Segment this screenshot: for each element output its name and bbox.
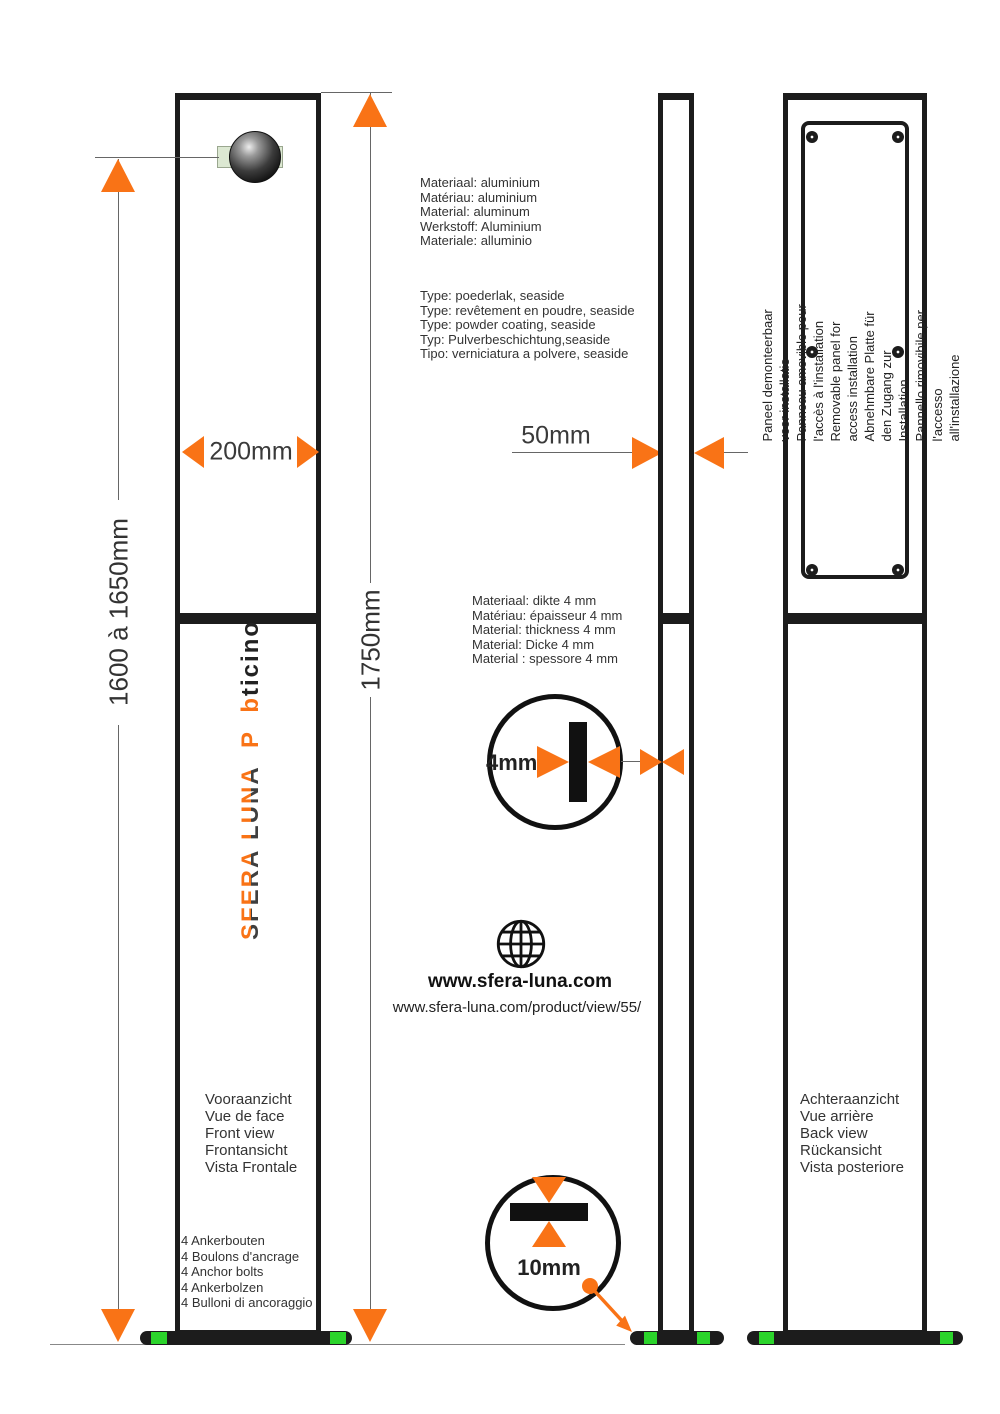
side-base-bolt-right bbox=[697, 1332, 710, 1344]
coating-note bbox=[420, 289, 635, 362]
wall-arrow-right bbox=[588, 746, 620, 778]
total-height-dim-line-lower bbox=[370, 697, 371, 1331]
sfera-luna-logo bbox=[237, 620, 265, 940]
wall-section-bar bbox=[569, 722, 587, 802]
back-view-label: Back view bbox=[800, 1125, 868, 1142]
side-base-bolt-left bbox=[644, 1332, 657, 1344]
thickness-note-line: Material: Dicke 4 mm bbox=[472, 636, 595, 652]
back-view-label: Achteraanzicht bbox=[800, 1091, 900, 1108]
depth-dim-line-right bbox=[724, 452, 748, 453]
logo-sep-p: P bbox=[237, 729, 264, 749]
wall-pointer-arrow-left bbox=[662, 749, 684, 775]
panel-note-line: Abnehmbare Platte für den Zugang zur Installation bbox=[862, 311, 911, 442]
width-arrow-right bbox=[297, 436, 319, 468]
front-view-label: Front view bbox=[205, 1125, 275, 1142]
panel-note-line: Removable panel for access installation bbox=[828, 321, 860, 442]
bticino-logo-rest: ticino bbox=[237, 619, 264, 696]
back-view-label: Vue arrière bbox=[800, 1108, 874, 1125]
thickness-note bbox=[472, 594, 622, 667]
anchor-bolts-line: 4 Ankerbouten bbox=[181, 1233, 265, 1248]
height-range-dim-label: 1600 à 1650mm bbox=[103, 518, 134, 706]
side-view-outline bbox=[658, 93, 694, 1335]
material-note-line: Werkstoff: Aluminium bbox=[420, 218, 542, 234]
total-height-dim-label: 1750mm bbox=[355, 589, 386, 691]
front-base-plate bbox=[140, 1331, 352, 1345]
website-product-url: www.sfera-luna.com/product/view/55/ bbox=[392, 999, 642, 1016]
depth-arrow-left bbox=[694, 437, 724, 469]
website-title: www.sfera-luna.com bbox=[427, 971, 613, 992]
total-height-arrow-up bbox=[353, 94, 387, 127]
base-thickness-label: 10mm bbox=[517, 1255, 581, 1280]
thickness-note-line: Material: thickness 4 mm bbox=[472, 622, 616, 637]
logo-word-sfera: SFERA bbox=[237, 848, 264, 941]
back-view-divider bbox=[783, 613, 927, 624]
front-view-label: Vue de face bbox=[205, 1108, 285, 1125]
base-arrow-up bbox=[532, 1221, 566, 1247]
width-arrow-left bbox=[182, 436, 204, 468]
back-view-label: Rückansicht bbox=[800, 1142, 882, 1159]
front-base-bolt-left bbox=[151, 1332, 167, 1344]
total-height-dim-line-upper bbox=[370, 93, 371, 583]
thickness-note-line: Materiaal: dikte 4 mm bbox=[472, 593, 597, 608]
material-note-line: Materiale: alluminio bbox=[420, 233, 532, 248]
back-base-bolt-right bbox=[940, 1332, 953, 1344]
height-range-arrow-up bbox=[101, 159, 135, 192]
coating-note-line: Tipo: verniciatura a polvere, seaside bbox=[420, 346, 629, 361]
coating-note-line: Type: powder coating, seaside bbox=[420, 317, 596, 332]
logo-word-luna: LUNA bbox=[237, 765, 264, 841]
removable-panel-note bbox=[759, 303, 963, 442]
panel-note-line: Pannello rimovibile per l'accesso all'installazione bbox=[913, 309, 962, 442]
anchor-bolts-note bbox=[181, 1233, 313, 1311]
sphere-center-extension-line bbox=[95, 157, 219, 158]
material-note-line: Matériau: aluminium bbox=[420, 189, 538, 205]
bticino-logo-b: b bbox=[237, 695, 264, 713]
height-range-dim-line-upper bbox=[118, 159, 119, 500]
side-view-divider bbox=[658, 613, 694, 624]
anchor-bolts-line: 4 Ankerbolzen bbox=[181, 1279, 264, 1295]
screw-icon bbox=[892, 131, 904, 143]
screw-icon bbox=[806, 564, 818, 576]
material-note-line: Materiaal: aluminium bbox=[420, 175, 540, 190]
wall-arrow-left bbox=[537, 746, 569, 778]
material-note bbox=[420, 176, 542, 249]
globe-icon bbox=[495, 918, 547, 970]
back-base-bolt-left bbox=[759, 1332, 774, 1344]
wall-pointer-arrow-right bbox=[640, 749, 662, 775]
coating-note-line: Typ: Pulverbeschichtung,seaside bbox=[420, 331, 611, 347]
thickness-note-line: Material : spessore 4 mm bbox=[472, 651, 618, 666]
base-detail-leader-arrow bbox=[580, 1276, 644, 1338]
anchor-bolts-line: 4 Boulons d'ancrage bbox=[181, 1248, 300, 1264]
coating-note-line: Type: poederlak, seaside bbox=[420, 288, 565, 303]
height-range-dim-line-lower bbox=[118, 725, 119, 1331]
depth-dim-label: 50mm bbox=[521, 421, 591, 450]
material-note-line: Material: aluminum bbox=[420, 204, 530, 219]
height-range-arrow-down bbox=[101, 1309, 135, 1342]
coating-note-line: Type: revêtement en poudre, seaside bbox=[420, 302, 635, 318]
camera-sphere bbox=[229, 131, 281, 183]
anchor-bolts-line: 4 Anchor bolts bbox=[181, 1264, 264, 1279]
top-extension-line bbox=[321, 92, 392, 93]
width-dim-label: 200mm bbox=[209, 437, 293, 466]
base-section-bar bbox=[510, 1203, 588, 1221]
panel-note-line: Panneau amovible pour l'accès à l'installation bbox=[794, 304, 826, 442]
front-view-label: Vista Frontale bbox=[205, 1159, 298, 1176]
total-height-arrow-down bbox=[353, 1309, 387, 1342]
back-view-label-block bbox=[800, 1091, 904, 1176]
front-view-label-block bbox=[205, 1091, 297, 1176]
front-base-bolt-right bbox=[330, 1332, 346, 1344]
front-view-label: Vooraanzicht bbox=[205, 1091, 292, 1108]
panel-note-line: Paneel demonteerbaar voor installatie bbox=[760, 309, 792, 442]
wall-thickness-label: 4mm bbox=[486, 750, 538, 775]
depth-dim-line-left bbox=[512, 452, 632, 453]
back-view-label: Vista posteriore bbox=[800, 1159, 904, 1176]
screw-icon bbox=[806, 131, 818, 143]
front-view-label: Frontansicht bbox=[205, 1142, 288, 1159]
thickness-note-line: Matériau: épaisseur 4 mm bbox=[472, 607, 623, 623]
back-base-plate bbox=[747, 1331, 963, 1345]
base-arrow-down bbox=[532, 1177, 566, 1203]
screw-icon bbox=[892, 564, 904, 576]
anchor-bolts-line: 4 Bulloni di ancoraggio bbox=[181, 1295, 313, 1310]
